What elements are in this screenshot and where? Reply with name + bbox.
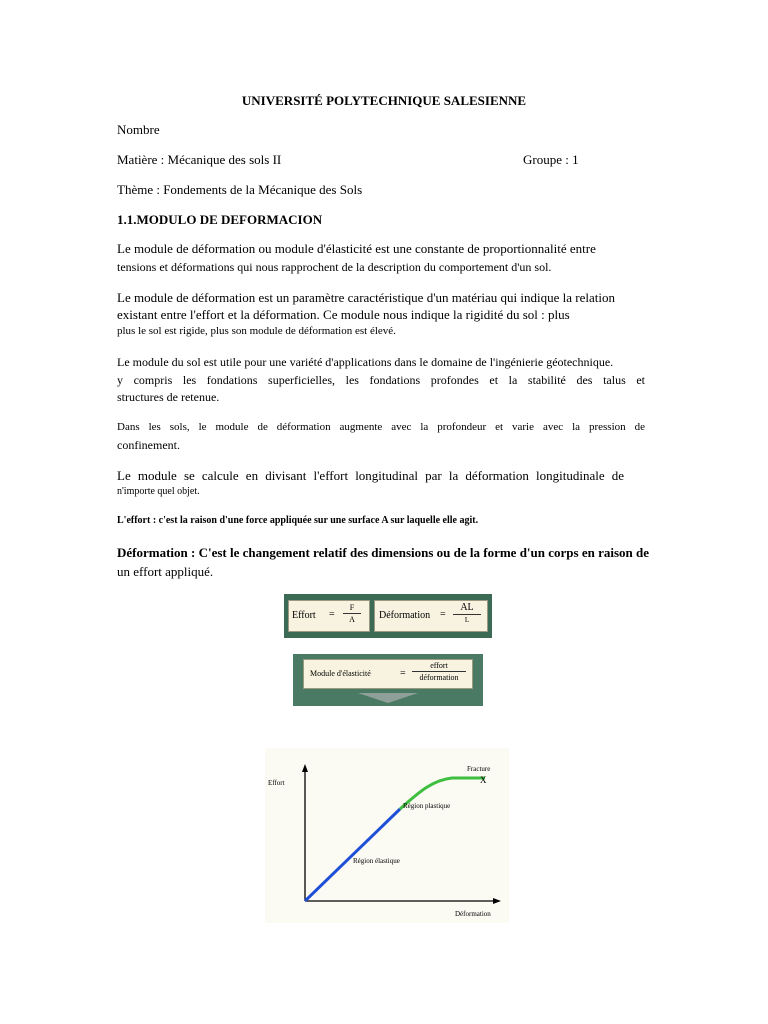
stress-strain-chart [265,748,509,923]
deformation-formula-panel [374,600,488,632]
p4-line2: confinement. [117,438,180,452]
section-heading: 1.1.MODULO DE DEFORMACION [117,212,323,227]
theme-line: Thème : Fondements de la Mécanique des Sols [117,182,363,197]
effort-fraction-bar [343,613,361,614]
elastic-region-line [305,809,400,901]
p1-line2: tensions et déformations qui nous rapprochent de la description du comportement d'un sol. [117,260,552,274]
p2-line3: plus le sol est rigide, plus son module de déformation est élevé. [117,325,396,337]
effort-equals: = [329,609,335,620]
formula-box-effort-deformation [284,594,492,638]
y-axis-arrowhead [302,764,308,772]
module-box-arrow-shape [358,693,418,703]
effort-numerator: F [349,603,355,612]
deformation-equals: = [440,609,446,620]
deformation-denominator: L [464,616,470,624]
university-title: UNIVERSITÉ POLYTECHNIQUE SALESIENNE [241,93,527,108]
deformation-fraction [453,602,481,624]
deformation-fraction-bar [453,614,481,615]
fracture-label: Fracture [467,765,491,773]
x-axis-arrowhead [493,898,501,904]
deformation-definition-line1: Déformation : C'est le changement relatif des dimensions ou de la forme d'un corps en raison de [117,545,650,560]
y-axis-label: Effort [268,779,285,787]
p5-line1: Le module se calcule en divisant l'effort longitudinal par la déformation longitudinale de [117,468,624,483]
formula-box-module [293,654,483,706]
plastic-region-label: Région plastique [403,802,451,810]
fracture-marker: X [480,775,487,785]
elastic-region-label: Région élastique [353,857,400,865]
deformation-definition-line2: un effort appliqué. [117,564,214,579]
nombre-label: Nombre [117,122,160,137]
p3-line2: y compris les fondations superficielles, les fondations profondes et la stabilité des talus et [117,373,645,387]
effort-fraction [343,603,361,624]
p2-line1: Le module de déformation est un paramètre caractéristique d'un matériau qui indique la relation [117,290,615,305]
p4-line1: Dans les sols, le module de déformation augmente avec la profondeur et varie avec la pression de [117,421,645,433]
deformation-formula-label: Déformation [379,610,431,621]
module-fraction [412,661,466,682]
x-axis-label: Déformation [455,910,491,918]
module-equals: = [400,668,406,679]
p2-line2: existant entre l'effort et la déformation. Ce module nous indique la rigidité du sol : plus [117,307,570,322]
p1-line1: Le module de déformation ou module d'élasticité est une constante de proportionnalité entre [117,241,596,256]
matiere-line: Matière : Mécanique des sols II [117,152,282,167]
module-formula-panel [303,659,473,689]
effort-definition: L'effort : c'est la raison d'une force appliquée sur une surface A sur laquelle elle agit. [117,515,479,526]
p3-line3: structures de retenue. [117,390,220,404]
groupe-line: Groupe : 1 [523,152,579,167]
effort-formula-label: Effort [292,610,316,621]
module-numerator: effort [430,661,448,670]
effort-formula-panel [288,600,370,632]
module-fraction-bar [412,671,466,672]
module-denominator: déformation [419,673,459,682]
module-formula-label: Module d'élasticité [310,669,371,678]
deformation-numerator: AL [460,602,474,613]
effort-denominator: A [349,615,355,624]
p3-line1: Le module du sol est utile pour une variété d'applications dans le domaine de l'ingénierie géotechnique. [117,355,614,369]
p5-line2: n'importe quel objet. [117,486,200,497]
